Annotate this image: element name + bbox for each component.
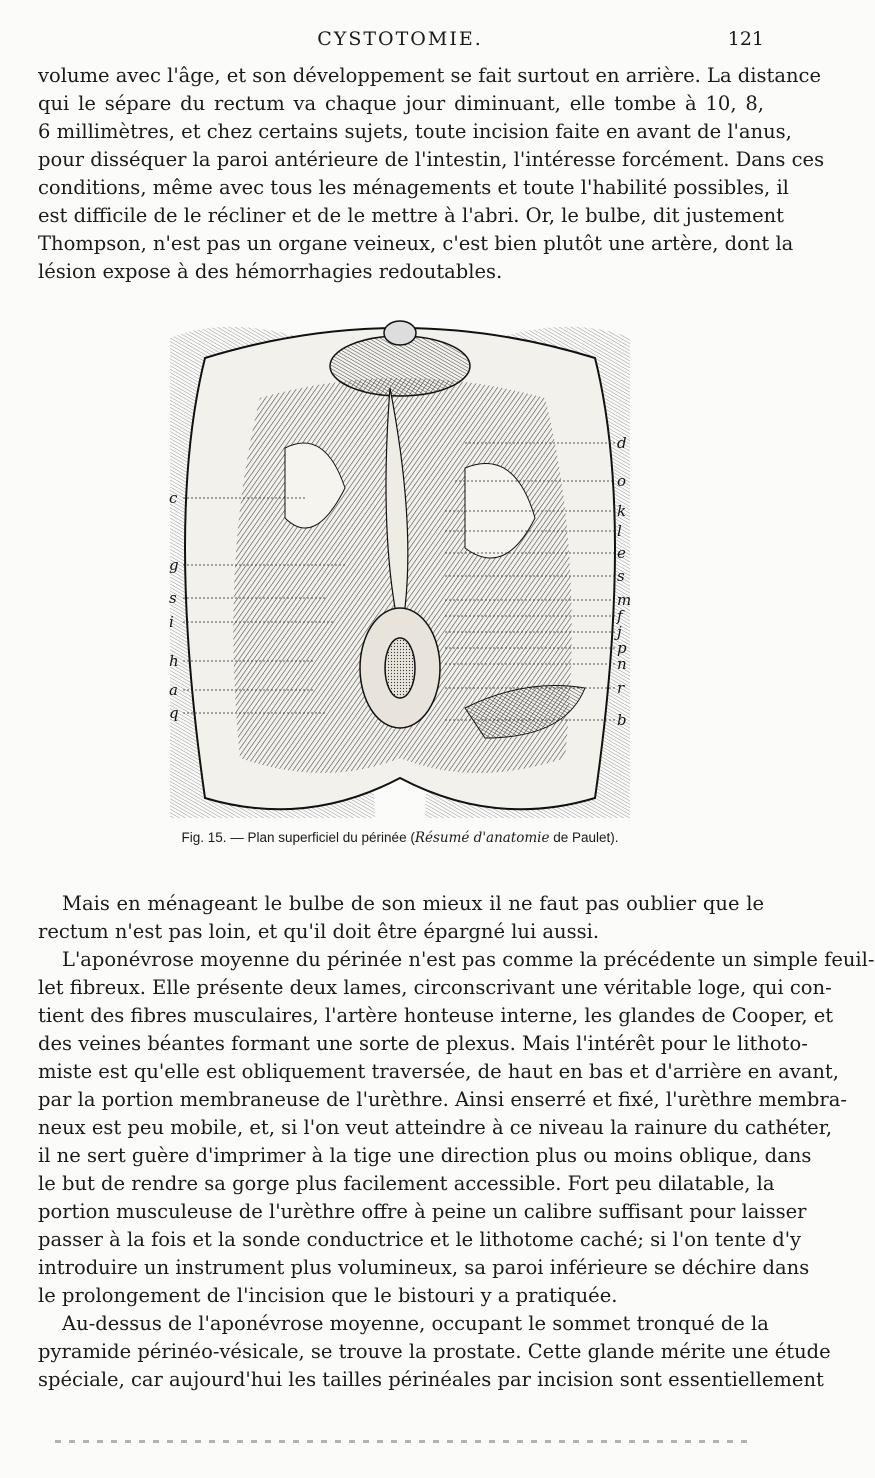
figure-label-left: q: [169, 704, 179, 722]
text-line: spéciale, car aujourd'hui les tailles périnéales par incision sont essentiellement: [38, 1368, 824, 1391]
text-line: est difficile de le récliner et de le mettre à l'abri. Or, le bulbe, dit justement: [38, 204, 785, 227]
figure-label-left: a: [169, 681, 178, 699]
caption-prefix: Fig. 15. — Plan superficiel du périnée (: [181, 830, 415, 845]
text-line: le prolongement de l'incision que le bistouri y a pratiquée.: [38, 1284, 618, 1307]
figure-label-right: p: [617, 639, 627, 657]
figure-label-right: r: [617, 679, 625, 697]
figure-label-right: l: [617, 522, 622, 540]
footer-scan-artifact: [55, 1440, 755, 1443]
figure-label-left: s: [169, 589, 177, 607]
text-line: portion musculeuse de l'urèthre offre à peine un calibre suffisant pour laisser: [38, 1200, 807, 1223]
figure-label-right: e: [617, 544, 626, 562]
text-line: par la portion membraneuse de l'urèthre. Ainsi enserré et fixé, l'urèthre membra-: [38, 1088, 847, 1111]
text-line: tient des fibres musculaires, l'artère honteuse interne, les glandes de Cooper, et: [38, 1004, 834, 1027]
text-line: Mais en ménageant le bulbe de son mieux il ne faut pas oublier que le: [62, 892, 764, 915]
text-line: L'aponévrose moyenne du périnée n'est pas comme la précédente un simple feuil-: [62, 948, 875, 971]
caption-suffix: de Paulet).: [549, 830, 619, 845]
figure-label-right: k: [617, 502, 627, 520]
figure-label-right: d: [617, 434, 627, 452]
paragraph-top: [38, 62, 825, 286]
text-line: passer à la fois et la sonde conductrice et le lithotome caché; si l'on tente d'y: [38, 1228, 802, 1251]
text-line: pour disséquer la paroi antérieure de l'intestin, l'intéresse forcément. Dans ces: [38, 148, 825, 171]
figure-label-right: m: [617, 591, 632, 609]
perineum-engraving: [165, 318, 635, 823]
text-line: 6 millimètres, et chez certains sujets, toute incision faite en avant de l'anus,: [38, 120, 792, 143]
text-line: qui le sépare du rectum va chaque jour diminuant, elle tombe à 10, 8,: [38, 92, 764, 115]
anatomical-figure: [165, 318, 635, 823]
figure-label-right: b: [617, 711, 627, 729]
text-line: lésion expose à des hémorrhagies redoutables.: [38, 260, 503, 283]
text-line: let fibreux. Elle présente deux lames, circonscrivant une véritable loge, qui con-: [38, 976, 832, 999]
figure-label-left: g: [169, 556, 179, 574]
text-line: des veines béantes formant une sorte de plexus. Mais l'intérêt pour le lithoto-: [38, 1032, 808, 1055]
figure-label-right: s: [617, 567, 625, 585]
figure-label-left: i: [169, 613, 174, 631]
text-line: il ne sert guère d'imprimer à la tige une direction plus ou moins oblique, dans: [38, 1144, 812, 1167]
text-line: rectum n'est pas loin, et qu'il doit être épargné lui aussi.: [38, 920, 600, 943]
text-line: pyramide périnéo-vésicale, se trouve la prostate. Cette glande mérite une étude: [38, 1340, 831, 1363]
text-line: Au-dessus de l'aponévrose moyenne, occupant le sommet tronqué de la: [62, 1312, 769, 1335]
figure-label-left: h: [169, 652, 179, 670]
figure-caption: [140, 830, 660, 846]
running-title: CYSTOTOMIE.: [317, 28, 483, 50]
page-number: 121: [727, 28, 764, 50]
caption-italic: Résumé d'anatomie: [414, 830, 550, 846]
figure-label-right: n: [617, 655, 627, 673]
text-line: Thompson, n'est pas un organe veineux, c'est bien plutôt une artère, dont la: [38, 232, 794, 255]
figure-label-right: f: [617, 607, 623, 625]
paragraph-body: [38, 890, 875, 1394]
figure-label-left: c: [169, 489, 178, 507]
figure-label-right: o: [617, 472, 627, 490]
text-line: le but de rendre sa gorge plus facilement accessible. Fort peu dilatable, la: [38, 1172, 775, 1195]
text-line: miste est qu'elle est obliquement traversée, de haut en bas et d'arrière en avant,: [38, 1060, 839, 1083]
text-line: neux est peu mobile, et, si l'on veut atteindre à ce niveau la rainure du cathéter,: [38, 1116, 833, 1139]
running-header: [0, 28, 800, 58]
figure-label-right: j: [617, 623, 622, 641]
text-line: volume avec l'âge, et son développement se fait surtout en arrière. La distance: [38, 64, 821, 87]
text-line: conditions, même avec tous les ménagements et toute l'habilité possibles, il: [38, 176, 789, 199]
text-line: introduire un instrument plus volumineux, sa paroi inférieure se déchire dans: [38, 1256, 810, 1279]
